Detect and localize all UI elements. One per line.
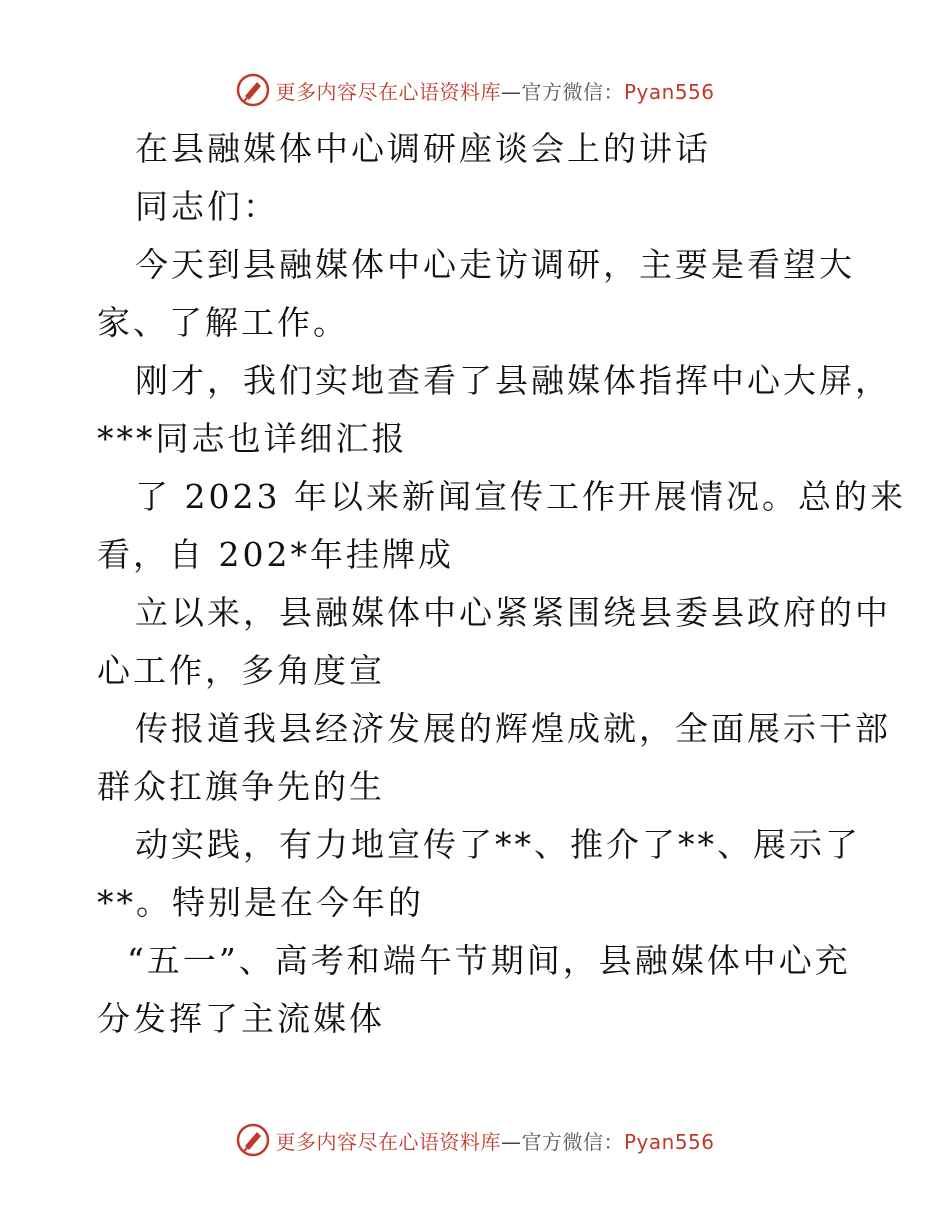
paragraph-line: 了 2023 年以来新闻宣传工作开展情况。总的来 bbox=[135, 477, 906, 516]
salutation: 同志们： bbox=[135, 187, 279, 226]
banner-text bbox=[275, 1126, 714, 1155]
banner-slogan: 更多内容尽在心语资料库 bbox=[275, 79, 501, 104]
brand-logo-icon bbox=[235, 1122, 271, 1158]
banner-wechat-label: 官方微信： bbox=[521, 1129, 624, 1154]
banner-text bbox=[275, 76, 714, 105]
banner-wechat-id: Pyan556 bbox=[623, 1129, 715, 1154]
paragraph-line: 群众扛旗争先的生 bbox=[97, 767, 385, 806]
document-title: 在县融媒体中心调研座谈会上的讲话 bbox=[135, 129, 711, 168]
banner-wechat-label: 官方微信： bbox=[521, 79, 624, 104]
paragraph-line: 今天到县融媒体中心走访调研，主要是看望大 bbox=[135, 245, 855, 284]
paragraph-line: 动实践，有力地宣传了**、推介了**、展示了 bbox=[135, 825, 861, 864]
banner-dash: — bbox=[500, 79, 522, 104]
paragraph-line: 分发挥了主流媒体 bbox=[97, 999, 385, 1038]
banner-slogan: 更多内容尽在心语资料库 bbox=[275, 1129, 501, 1154]
paragraph-line: 家、了解工作。 bbox=[97, 303, 349, 342]
paragraph-line: 看，自 202*年挂牌成 bbox=[97, 535, 454, 574]
paragraph-line: “五一”、高考和端午节期间，县融媒体中心充 bbox=[127, 941, 851, 980]
paragraph-line: 刚才，我们实地查看了县融媒体指挥中心大屏， bbox=[135, 361, 891, 400]
paragraph-line: **。特别是在今年的 bbox=[97, 883, 424, 922]
footer-banner bbox=[0, 1120, 950, 1160]
header-banner bbox=[0, 70, 950, 110]
brand-logo-icon bbox=[235, 72, 271, 108]
banner-dash: — bbox=[500, 1129, 522, 1154]
banner-wechat-id: Pyan556 bbox=[623, 79, 715, 104]
document-body bbox=[97, 120, 906, 1048]
paragraph-line: 立以来，县融媒体中心紧紧围绕县委县政府的中 bbox=[135, 593, 891, 632]
paragraph-line: 心工作，多角度宣 bbox=[97, 651, 385, 690]
paragraph-line: 传报道我县经济发展的辉煌成就，全面展示干部 bbox=[135, 709, 891, 748]
paragraph-line: ***同志也详细汇报 bbox=[97, 419, 408, 458]
